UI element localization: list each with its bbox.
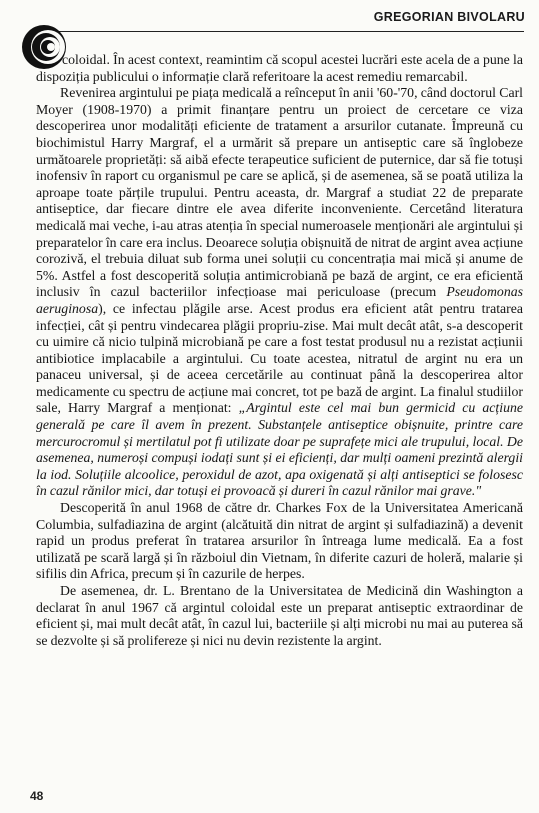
species-name: Pseudomonas aeruginosa <box>36 284 523 316</box>
paragraph-text: De asemenea, dr. L. Brentano de la Universitatea de Medicină din Washington a declarat în anul 1967 că argintul coloidal este un preparat antiseptic extraordinar de eficient și, mai mult decât atât, în cazul lui, bacteriile și alți microbi nu mai au puterea să se dezvolte și să prolifereze și nici nu devin rezistente la argint. <box>36 583 523 648</box>
body-text <box>36 52 523 649</box>
paragraph-text: Revenirea argintului pe piața medicală a reînceput în anii '60-'70, când doctorul Carl Moyer (1908-1970) a primit finanțare pentru un proiect de cercetare ce viza descoperirea unor modalități eficiente de tratament a arsurilor cutanate. Împreună cu biochimistul Harry Margraf, el a urmărit să prepare un antiseptic care să înglobeze următoarele proprietăți: să aibă efecte terapeutice suficient de puternice, dar să fie totuși inofensiv în raport cu organismul pe care se aplică, și de asemenea, să se poată utiliza la aproape toate părțile trupului. Pentru aceasta, dr. Margraf a studiat 22 de preparate antiseptice, dar fiecare dintre ele avea diferite inconveniente. Cercetând literatura medicală mai veche, i-au atras atenția în special numeroasele menționări ale argintului și preparatelor în care era inclus. Deoarece soluția obișnuită de nitrat de argint avea acțiune corozivă, el trebuia diluat sub forma unei soluții cu concentrația mai mică și anume de 5%. Astfel a fost descoperită soluția antimicrobiană pe bază de argint, ce era eficientă inclusiv în cazul bacteriilor infecțioase mai periculoase (precum <box>36 85 523 300</box>
header-rule <box>58 31 524 32</box>
paragraph <box>36 85 523 500</box>
quotation: „Argintul este cel mai bun germicid cu acțiune generală pe care îl avem în prezent. Substanțele antiseptice obișnuite, printre care mercurocromul și mertilatul pot fi utilizate doar pe suprafețe mici ale trupului, local. De asemenea, numeroși compuși iodați sunt și ei eficienți, dar mulți oameni prezintă alergii la iod. Soluțiile alcoolice, peroxidul de azot, apa oxigenată și alți antiseptici se folosesc în cazul rănilor mici, dar totuși ei provoacă și dureri în cazul rănilor mai grave." <box>36 400 523 499</box>
page-number: 48 <box>30 789 44 803</box>
paragraph <box>36 52 523 85</box>
paragraph <box>36 500 523 583</box>
running-header-author: GREGORIAN BIVOLARU <box>373 10 525 24</box>
paragraph <box>36 583 523 649</box>
paragraph-text: Descoperită în anul 1968 de către dr. Charkes Fox de la Universitatea Americană Columbia, sulfadiazina de argint (alcătuită din nitrat de argint și sulfadiazină) a devenit rapid un produs preferat în tratarea arsurilor în întreaga lume medicală. Ea a fost utilizată pe scară largă și în războiul din Vietnam, în diferite cazuri de holeră, malarie și sifilis din Africa, precum și în cazurile de herpes. <box>36 500 523 582</box>
paragraph-text: ), ce infectau plăgile arse. Acest produs era eficient atât pentru tratarea infecției, cât și pentru vindecarea plăgii propriu-zise. Mai mult decât atât, s-a descoperit cu uimire că nicio tulpină microbiană pe care a fost testat produsul nu a rezistat acțiunii antibiotice implacabile a argintului. Cu toate acestea, nitratul de argint nu era un panaceu universal, și de aceea cercetările au continuat până la descoperirea altor medicamente cu spectru de acțiune mai concret, tot pe bază de argint. La finalul studiilor sale, Harry Margraf a menționat: <box>36 300 523 416</box>
paragraph-text: coloidal. În acest context, reamintim că scopul acestei lucrări este acela de a pune la dispoziția publicului o informație clară referitoare la acest remediu remarcabil. <box>36 52 523 84</box>
